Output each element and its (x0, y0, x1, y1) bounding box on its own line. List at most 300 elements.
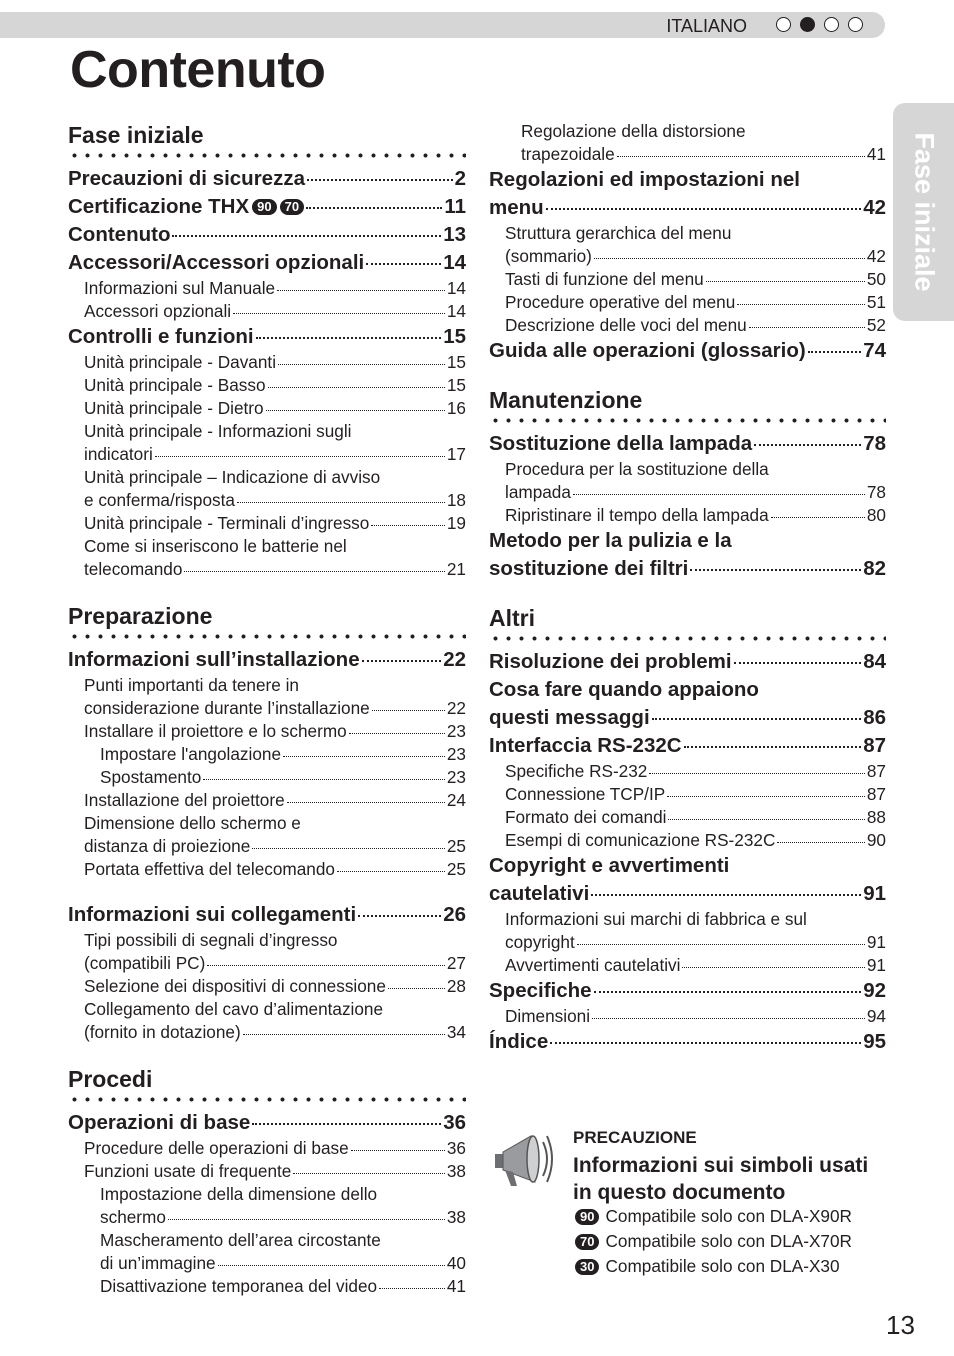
caution-heading: Informazioni sui simboli usati in questo documento (573, 1154, 869, 1204)
circle-icon (776, 17, 791, 32)
page-number-ref: 19 (446, 513, 466, 533)
leader-dots (706, 281, 865, 282)
toc-entry-text (68, 193, 304, 221)
toc-entry-row (84, 489, 466, 512)
toc-entry-label: Informazioni sul Manuale (84, 278, 276, 298)
toc-entry (68, 901, 466, 929)
toc-entry-label: Risoluzione dei problemi (489, 650, 732, 673)
toc-entry-text (84, 512, 369, 535)
toc-entry-text: Unità principale - Informazioni sugli (84, 421, 352, 441)
toc-entry-text (505, 1005, 590, 1028)
toc-entry (489, 1028, 886, 1056)
toc-entry-label: Ripristinare il tempo della lampada (505, 505, 769, 525)
toc-entry-text (505, 954, 680, 977)
toc-entry (489, 732, 886, 760)
toc-entry-row (68, 165, 466, 193)
toc-entry (489, 527, 886, 583)
toc-entry-text (84, 789, 285, 812)
toc-entry-text (84, 720, 347, 743)
toc-entry-row (489, 194, 886, 222)
toc-left-column (68, 120, 466, 1298)
toc-entry-row (84, 1021, 466, 1044)
page-number-ref: 94 (866, 1006, 886, 1026)
toc-entry-text (68, 323, 254, 351)
toc-entry-label: Formato dei comandi (505, 807, 667, 827)
caution-item-text: Compatibile solo con DLA-X30 (605, 1256, 840, 1276)
leader-dots (668, 819, 864, 820)
toc-entry-row (84, 697, 466, 720)
leader-dots (649, 773, 865, 774)
page-number-ref: 15 (443, 325, 466, 348)
toc-entry-text: Impostazione della dimensione dello (100, 1184, 378, 1204)
toc-entry-label: lampada (505, 482, 571, 502)
page-number-ref: 17 (446, 444, 466, 464)
toc-entry-row (68, 646, 466, 674)
leader-dots (307, 179, 453, 181)
toc-entry-text: Dimensione dello schermo e (84, 813, 301, 833)
toc-entry-row (84, 374, 466, 397)
toc-entry (489, 166, 886, 222)
section-gap (489, 365, 886, 385)
toc-entry (489, 458, 886, 504)
page-number: 13 (886, 1310, 915, 1340)
toc-entry-text (489, 430, 752, 458)
page-number-ref: 90 (866, 830, 886, 850)
toc-entry-row (489, 704, 886, 732)
page-number-ref: 11 (444, 195, 466, 218)
page-number-ref: 50 (866, 269, 886, 289)
toc-entry-row (489, 1028, 886, 1056)
page-number-ref: 24 (446, 790, 466, 810)
toc-entry (68, 766, 466, 789)
leader-dots (203, 779, 445, 780)
toc-entry (68, 1229, 466, 1275)
toc-entry-label: Descrizione delle voci del menu (505, 315, 747, 335)
toc-entry (489, 760, 886, 783)
leader-dots (594, 991, 862, 993)
caution-item-text: Compatibile solo con DLA-X70R (605, 1231, 852, 1251)
page-number-ref: 87 (866, 761, 886, 781)
page-title: Contenuto (70, 41, 326, 99)
model-badge: 90 (575, 1209, 599, 1225)
page-number-ref: 18 (446, 490, 466, 510)
section-divider (489, 417, 886, 424)
caution-item (575, 1206, 852, 1227)
toc-entry-text (84, 443, 153, 466)
page-number-ref: 95 (863, 1030, 886, 1053)
page-number-ref: 28 (446, 976, 466, 996)
toc-entry-row (489, 880, 886, 908)
leader-dots (366, 263, 441, 265)
toc-entry (68, 374, 466, 397)
leader-dots (277, 290, 445, 291)
toc-entry-text (521, 143, 615, 166)
toc-entry-label: Tasti di funzione del menu (505, 269, 704, 289)
toc-entry-row (505, 314, 886, 337)
model-badge: 90 (252, 199, 276, 215)
leader-dots (278, 364, 445, 365)
leader-dots (168, 1219, 445, 1220)
page-number-ref: 23 (446, 744, 466, 764)
toc-entry-text: Punti importanti da tenere in (84, 675, 299, 695)
toc-entry-text (84, 277, 275, 300)
toc-entry-text (84, 397, 264, 420)
section-gap (68, 581, 466, 601)
toc-entry-text (489, 337, 806, 365)
section-divider (68, 152, 466, 159)
toc-entry-row (84, 512, 466, 535)
leader-dots (667, 796, 865, 797)
page-number-ref: 84 (863, 650, 886, 673)
toc-entry-row (489, 732, 886, 760)
leader-dots (155, 456, 445, 457)
leader-dots (243, 1034, 445, 1035)
toc-entry (489, 268, 886, 291)
caution-label: PRECAUZIONE (573, 1128, 697, 1147)
toc-entry-label: Installare il proiettore e lo schermo (84, 721, 347, 741)
page-number-ref: 21 (446, 559, 466, 579)
section-divider (68, 633, 466, 640)
toc-entry-label: cautelativi (489, 882, 590, 905)
toc-entry-label: Selezione dei dispositivi di connessione (84, 976, 386, 996)
page-number-ref: 92 (863, 979, 886, 1002)
page-number-ref: 41 (446, 1276, 466, 1296)
toc-entry-label: Specifiche RS-232 (505, 761, 648, 781)
toc-entry (68, 929, 466, 975)
toc-entry (68, 674, 466, 720)
page-number-ref: 15 (446, 352, 466, 372)
toc-entry-text (68, 646, 360, 674)
toc-entry-text (84, 835, 250, 858)
toc-entry-row (68, 1109, 466, 1137)
toc-entry-row (84, 789, 466, 812)
toc-entry-row (505, 760, 886, 783)
toc-entry (68, 743, 466, 766)
toc-entry-label: Accessori/Accessori opzionali (68, 251, 365, 274)
toc-entry-label: Dimensioni (505, 1006, 591, 1026)
toc-entry (489, 977, 886, 1005)
toc-entry-label: di un’immagine (100, 1253, 216, 1273)
toc-entry-text (505, 291, 735, 314)
toc-entry-label: Procedure operative del menu (505, 292, 736, 312)
page-number-ref: 74 (863, 339, 886, 362)
page-number-ref: 26 (443, 903, 466, 926)
toc-entry-row (84, 1137, 466, 1160)
megaphone-icon (487, 1124, 557, 1190)
toc-entry-row (100, 1275, 466, 1298)
leader-dots (734, 662, 862, 664)
toc-entry (68, 975, 466, 998)
toc-entry-row (68, 323, 466, 351)
toc-entry-text (84, 952, 205, 975)
toc-entry-label: considerazione durante l’installazione (84, 698, 370, 718)
toc-entry-text: Tipi possibili di segnali d’ingresso (84, 930, 338, 950)
toc-entry-row (505, 1005, 886, 1028)
toc-entry-text (505, 783, 665, 806)
toc-entry-row (505, 268, 886, 291)
toc-entry-row (100, 743, 466, 766)
circle-icon (824, 17, 839, 32)
toc-right-column (489, 120, 886, 1056)
page-number-ref: 91 (863, 882, 886, 905)
toc-entry (68, 789, 466, 812)
toc-entry (489, 783, 886, 806)
section-title: Fase iniziale (68, 122, 204, 148)
leader-dots (172, 235, 441, 237)
toc-entry-text (84, 374, 266, 397)
toc-entry-label: Informazioni sui collegamenti (68, 903, 357, 926)
toc-entry-label: Unità principale - Dietro (84, 398, 264, 418)
toc-entry-row (489, 555, 886, 583)
toc-entry-text (505, 760, 647, 783)
toc-entry-text (489, 732, 682, 760)
page-number-ref: 14 (446, 278, 466, 298)
toc-entry-label: (fornito in dotazione) (84, 1022, 241, 1042)
toc-entry-text (489, 1028, 548, 1056)
page-number-ref: 25 (446, 836, 466, 856)
page-number-ref: 16 (446, 398, 466, 418)
toc-entry-row (68, 901, 466, 929)
toc-entry-label: Unità principale - Davanti (84, 352, 277, 372)
toc-entry-text (505, 481, 571, 504)
toc-entry-text (489, 555, 688, 583)
toc-entry-row (84, 975, 466, 998)
page-number-ref: 36 (443, 1111, 466, 1134)
toc-entry-label: Índice (489, 1030, 549, 1053)
toc-entry-label: Controlli e funzioni (68, 325, 254, 348)
leader-dots (379, 1288, 445, 1289)
toc-entry-row (489, 430, 886, 458)
leader-dots (207, 965, 445, 966)
toc-entry-label: Specifiche (489, 979, 592, 1002)
page-number-ref: 14 (443, 251, 466, 274)
toc-entry-row (84, 443, 466, 466)
page-number-ref: 42 (863, 196, 886, 219)
leader-dots (617, 156, 865, 157)
toc-entry-text (505, 268, 704, 291)
model-badge: 30 (575, 1259, 599, 1275)
toc-entry (489, 908, 886, 954)
leader-dots (652, 718, 862, 720)
caution-item-text: Compatibile solo con DLA-X90R (605, 1206, 852, 1226)
language-indicator (776, 17, 863, 32)
page-number-ref: 86 (863, 706, 886, 729)
toc-entry-row (505, 245, 886, 268)
leader-dots (287, 802, 445, 803)
toc-entry-row (505, 931, 886, 954)
toc-entry-label: (compatibili PC) (84, 953, 206, 973)
toc-entry (68, 300, 466, 323)
section-title: Procedi (68, 1066, 153, 1092)
toc-entry-text (68, 249, 364, 277)
leader-dots (293, 1173, 445, 1174)
toc-entry (68, 249, 466, 277)
page-number-ref: 51 (866, 292, 886, 312)
toc-entry-text (505, 314, 747, 337)
leader-dots (592, 1018, 865, 1019)
page-number-ref: 23 (446, 767, 466, 787)
caution-item (575, 1231, 852, 1252)
page-number-ref: 23 (446, 721, 466, 741)
toc-entry-row (489, 977, 886, 1005)
section-title: Manutenzione (489, 387, 643, 413)
page-number-ref: 91 (866, 932, 886, 952)
toc-entry-row (84, 277, 466, 300)
page-number-ref: 34 (446, 1022, 466, 1042)
toc-entry-label: Connessione TCP/IP (505, 784, 666, 804)
leader-dots (808, 351, 862, 353)
toc-entry-text (68, 1109, 250, 1137)
toc-entry (489, 954, 886, 977)
page-number-ref: 14 (446, 301, 466, 321)
leader-dots (749, 327, 865, 328)
toc-entry-text (84, 558, 182, 581)
toc-entry-label: Sostituzione della lampada (489, 432, 753, 455)
toc-entry-text (84, 858, 335, 881)
toc-entry-label: telecomando (84, 559, 183, 579)
toc-entry-label: Installazione del proiettore (84, 790, 285, 810)
leader-dots (550, 1042, 861, 1044)
toc-entry-text (100, 766, 201, 789)
toc-entry-row (489, 648, 886, 676)
language-label: ITALIANO (666, 16, 747, 36)
toc-entry (68, 351, 466, 374)
toc-entry-label: Unità principale - Terminali d’ingresso (84, 513, 370, 533)
toc-entry (489, 120, 886, 166)
toc-entry (68, 998, 466, 1044)
toc-entry-row (68, 249, 466, 277)
toc-entry (489, 829, 886, 852)
leader-dots (306, 207, 442, 209)
leader-dots (754, 444, 861, 446)
toc-entry-label: Avvertimenti cautelativi (505, 955, 681, 975)
toc-entry (68, 165, 466, 193)
leader-dots (233, 313, 445, 314)
page-number-ref: 25 (446, 859, 466, 879)
toc-entry-text (84, 489, 235, 512)
toc-entry-label: (sommario) (505, 246, 592, 266)
leader-dots (371, 525, 445, 526)
toc-entry-text (489, 648, 732, 676)
toc-entry-row (505, 806, 886, 829)
toc-entry-label: Spostamento (100, 767, 202, 787)
toc-entry (489, 430, 886, 458)
toc-entry-text (489, 194, 544, 222)
toc-entry-row (505, 504, 886, 527)
toc-entry-text (84, 1137, 349, 1160)
page-number-ref: 2 (454, 167, 466, 190)
leader-dots (690, 569, 861, 571)
toc-entry-row (84, 720, 466, 743)
toc-entry (489, 648, 886, 676)
leader-dots (682, 967, 864, 968)
page-number-ref: 88 (866, 807, 886, 827)
toc-entry-label: questi messaggi (489, 706, 650, 729)
toc-entry (489, 291, 886, 314)
toc-entry-text (505, 931, 575, 954)
toc-entry-text: Procedura per la sostituzione della (505, 459, 769, 479)
leader-dots (184, 571, 444, 572)
toc-entry (68, 512, 466, 535)
toc-entry-label: menu (489, 196, 544, 219)
toc-entry-label: trapezoidale (521, 144, 615, 164)
toc-entry (68, 323, 466, 351)
toc-entry-label: Funzioni usate di frequente (84, 1161, 292, 1181)
section-title: Preparazione (68, 603, 213, 629)
toc-entry-text: Struttura gerarchica del menu (505, 223, 732, 243)
toc-entry-label: Procedure delle operazioni di base (84, 1138, 349, 1158)
toc-entry-text (505, 504, 769, 527)
leader-dots (349, 733, 445, 734)
leader-dots (684, 746, 862, 748)
leader-dots (362, 660, 442, 662)
leader-dots (237, 502, 445, 503)
toc-entry (489, 222, 886, 268)
page-number-ref: 15 (446, 375, 466, 395)
toc-entry-row (84, 835, 466, 858)
leader-dots (252, 848, 445, 849)
page-number-ref: 78 (866, 482, 886, 502)
toc-entry-text (505, 806, 666, 829)
page-number-ref: 42 (866, 246, 886, 266)
page-number-ref: 78 (863, 432, 886, 455)
toc-entry-row (84, 397, 466, 420)
leader-dots (546, 208, 862, 210)
page-number-ref: 87 (863, 734, 886, 757)
toc-entry (489, 806, 886, 829)
leader-dots (351, 1150, 445, 1151)
toc-entry-row (505, 291, 886, 314)
toc-entry (489, 852, 886, 908)
toc-entry-text (68, 901, 356, 929)
leader-dots (777, 842, 865, 843)
caution-box (487, 1124, 887, 1284)
page-number-ref: 52 (866, 315, 886, 335)
toc-entry-text (505, 829, 775, 852)
toc-entry-row (100, 1252, 466, 1275)
section-gap (68, 1044, 466, 1064)
page-number-ref: 40 (446, 1253, 466, 1273)
leader-dots (252, 1123, 441, 1125)
page-number-ref: 27 (446, 953, 466, 973)
header-bar (0, 12, 885, 38)
toc-entry (68, 397, 466, 420)
toc-entry-text: Regolazioni ed impostazioni nel (489, 168, 800, 191)
toc-entry (68, 1137, 466, 1160)
toc-entry-label: Disattivazione temporanea del video (100, 1276, 378, 1296)
toc-entry (68, 420, 466, 466)
leader-dots (268, 387, 445, 388)
model-badge: 70 (280, 199, 304, 215)
page-number-ref: 38 (446, 1207, 466, 1227)
page-number-ref: 13 (443, 223, 466, 246)
toc-entry (68, 646, 466, 674)
toc-entry-label: Unità principale - Basso (84, 375, 266, 395)
leader-dots (256, 337, 442, 339)
toc-entry-text (100, 1252, 216, 1275)
toc-entry (68, 221, 466, 249)
toc-entry-text (489, 704, 650, 732)
model-badge: 70 (575, 1234, 599, 1250)
filled-circle-icon (800, 17, 815, 32)
leader-dots (573, 494, 865, 495)
toc-entry-row (84, 858, 466, 881)
toc-entry-label: Esempi di comunicazione RS-232C (505, 830, 776, 850)
page-number-ref: 38 (446, 1161, 466, 1181)
toc-entry (68, 858, 466, 881)
toc-entry-row (489, 337, 886, 365)
toc-entry-row (68, 221, 466, 249)
